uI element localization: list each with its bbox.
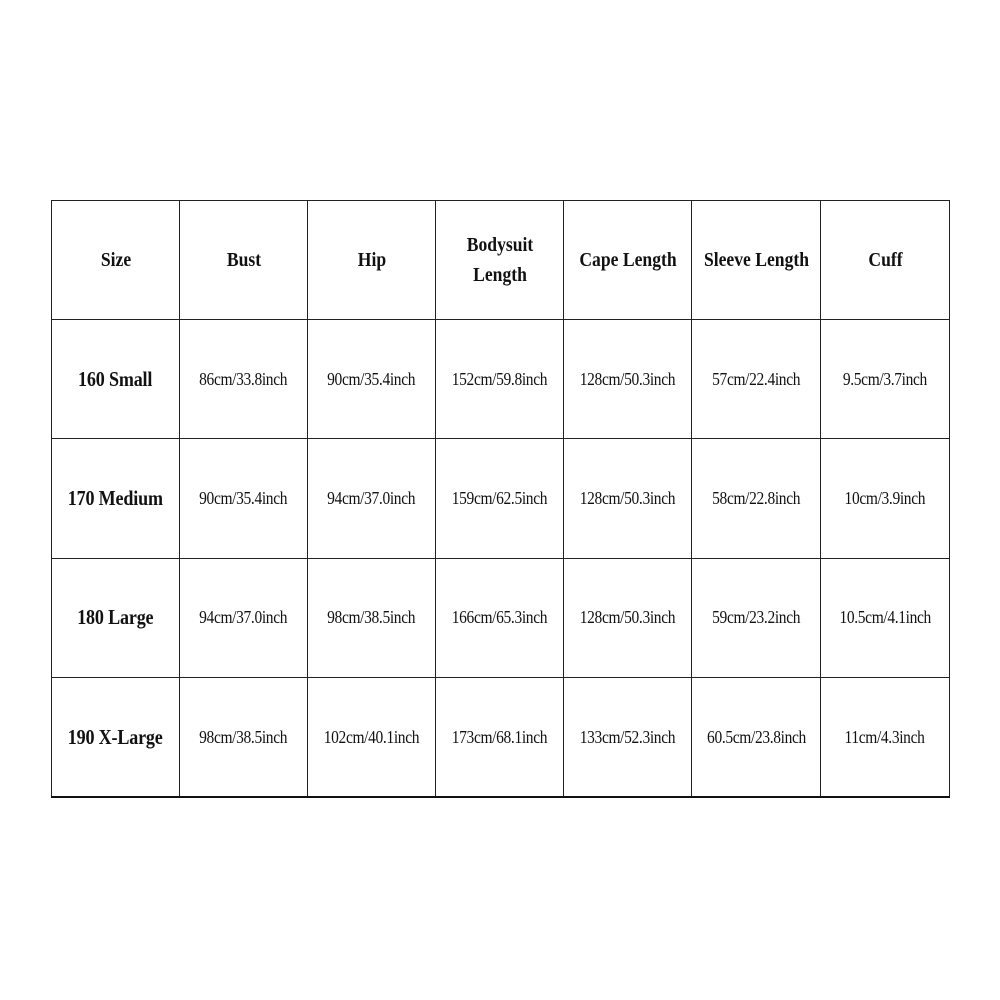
table-row xyxy=(52,439,950,558)
cape-length-value: 128cm/50.3inch xyxy=(579,488,676,509)
table-row xyxy=(52,320,950,439)
cuff-value: 10cm/3.9inch xyxy=(844,488,926,509)
header-bodysuit-length: Bodysuit Length xyxy=(443,201,556,320)
cape-length-value: 128cm/50.3inch xyxy=(579,368,676,389)
size-label-cell xyxy=(52,320,180,439)
bodysuit-length-value: 166cm/65.3inch xyxy=(451,607,548,628)
cape-length-cell xyxy=(564,558,692,677)
bodysuit-length-cell xyxy=(436,558,564,677)
cuff-value: 11cm/4.3inch xyxy=(844,726,925,747)
cuff-value: 9.5cm/3.7inch xyxy=(842,368,928,389)
bodysuit-length-cell xyxy=(436,678,564,797)
table-row xyxy=(52,558,950,677)
header-bust: Bust xyxy=(187,201,300,320)
bodysuit-length-cell xyxy=(436,439,564,558)
bodysuit-length-value: 152cm/59.8inch xyxy=(451,368,548,389)
bust-cell xyxy=(180,678,308,797)
header-size: Size xyxy=(59,201,172,320)
size-label: 180 Large xyxy=(77,605,154,630)
bodysuit-length-value: 173cm/68.1inch xyxy=(451,726,548,747)
cape-length-cell xyxy=(564,320,692,439)
cuff-cell xyxy=(821,678,950,797)
sleeve-length-cell xyxy=(692,558,821,677)
size-label: 190 X-Large xyxy=(68,724,163,749)
bodysuit-length-value: 159cm/62.5inch xyxy=(451,488,548,509)
header-cape-length: Cape Length xyxy=(571,201,684,320)
bust-value: 94cm/37.0inch xyxy=(199,607,288,628)
size-label-cell xyxy=(52,439,180,558)
cape-length-value: 128cm/50.3inch xyxy=(579,607,676,628)
cuff-cell xyxy=(821,439,950,558)
cuff-cell xyxy=(821,320,950,439)
size-label: 160 Small xyxy=(78,366,153,391)
sleeve-length-value: 57cm/22.4inch xyxy=(712,368,800,389)
hip-cell xyxy=(308,320,436,439)
bust-cell xyxy=(180,439,308,558)
size-label: 170 Medium xyxy=(67,486,164,511)
size-chart-table xyxy=(51,200,950,798)
header-sleeve-length: Sleeve Length xyxy=(699,201,813,320)
hip-value: 102cm/40.1inch xyxy=(323,726,420,747)
bust-cell xyxy=(180,558,308,677)
bust-value: 86cm/33.8inch xyxy=(199,368,288,389)
bodysuit-length-cell xyxy=(436,320,564,439)
header-cuff: Cuff xyxy=(828,201,942,320)
cuff-value: 10.5cm/4.1inch xyxy=(839,607,931,628)
table-row xyxy=(52,678,950,797)
hip-value: 94cm/37.0inch xyxy=(327,488,416,509)
bust-value: 98cm/38.5inch xyxy=(199,726,288,747)
cape-length-cell xyxy=(564,678,692,797)
sleeve-length-cell xyxy=(692,320,821,439)
bust-cell xyxy=(180,320,308,439)
sleeve-length-value: 60.5cm/23.8inch xyxy=(706,726,806,747)
sleeve-length-value: 59cm/23.2inch xyxy=(712,607,800,628)
header-hip: Hip xyxy=(315,201,428,320)
size-label-cell xyxy=(52,678,180,797)
hip-cell xyxy=(308,439,436,558)
cape-length-value: 133cm/52.3inch xyxy=(579,726,676,747)
bust-value: 90cm/35.4inch xyxy=(199,488,288,509)
cape-length-cell xyxy=(564,439,692,558)
size-label-cell xyxy=(52,558,180,677)
hip-value: 98cm/38.5inch xyxy=(327,607,416,628)
hip-cell xyxy=(308,678,436,797)
hip-value: 90cm/35.4inch xyxy=(327,368,416,389)
sleeve-length-cell xyxy=(692,678,821,797)
table-header-row xyxy=(52,201,950,320)
sleeve-length-value: 58cm/22.8inch xyxy=(712,488,800,509)
sleeve-length-cell xyxy=(692,439,821,558)
hip-cell xyxy=(308,558,436,677)
cuff-cell xyxy=(821,558,950,677)
